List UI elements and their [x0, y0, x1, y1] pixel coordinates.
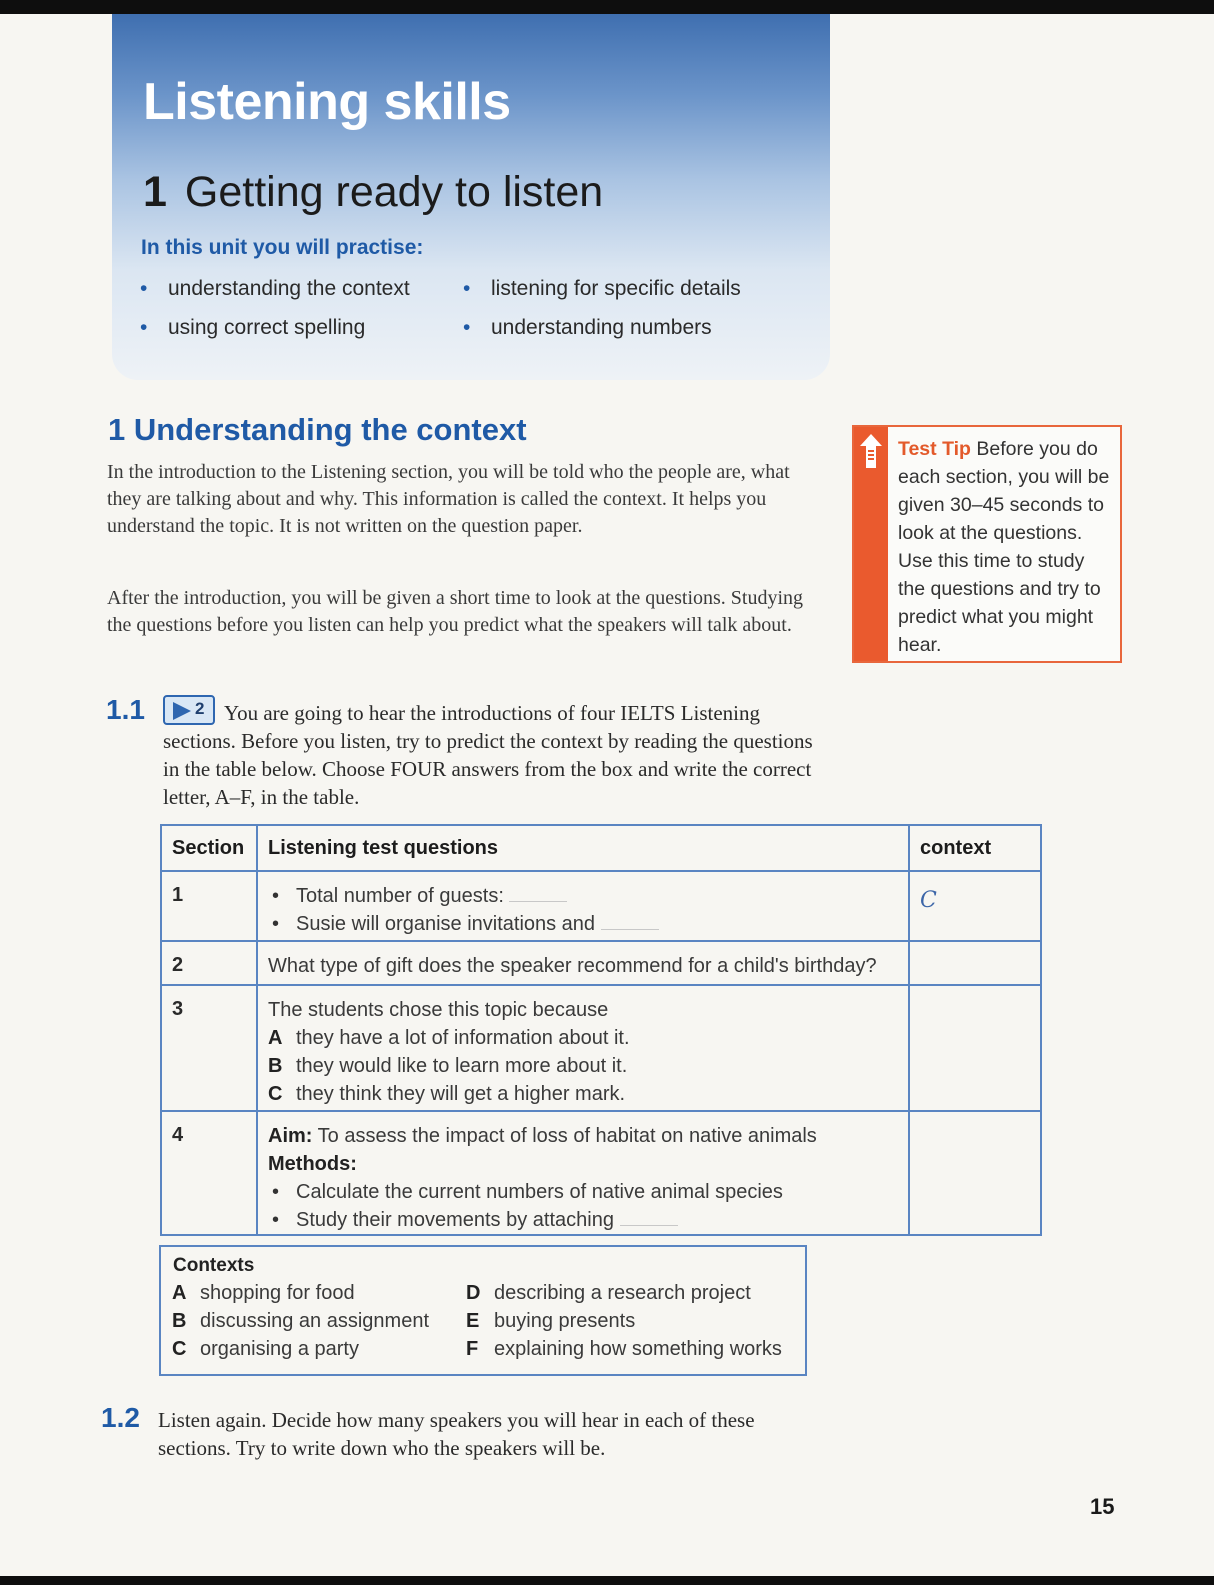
context-answer-field[interactable]	[909, 1111, 1041, 1235]
context-option: F explaining how something works	[466, 1338, 782, 1360]
practise-item: • listening for specific details	[463, 274, 741, 313]
question-bullet: • Total number of guests:	[268, 882, 898, 910]
tip-label: Test Tip	[898, 438, 971, 460]
context-answer-field[interactable]	[909, 941, 1041, 985]
handwritten-answer: C	[920, 888, 937, 913]
table-header-row	[161, 825, 1041, 871]
header-questions: Listening test questions	[257, 825, 909, 871]
header-context: context	[909, 825, 1041, 871]
unit-heading	[143, 168, 603, 217]
section-number: 4	[161, 1111, 257, 1235]
section-heading: 1 Understanding the context	[108, 412, 527, 447]
question-cell	[257, 1111, 909, 1235]
intro-paragraph: In the introduction to the Listening section, you will be told who the people are, what they are talking about and why. This information is called the context. It helps you understand the topic. It is not written on the question paper.	[107, 461, 790, 537]
context-option: B discussing an assignment	[172, 1310, 430, 1332]
question-bullet: • Susie will organise invitations and	[268, 910, 898, 938]
question-cell	[257, 871, 909, 941]
context-option: E buying presents	[466, 1310, 636, 1332]
option-row: B they would like to learn more about it.	[268, 1055, 628, 1077]
table-row	[161, 1111, 1041, 1235]
practise-list-right	[463, 274, 741, 352]
table-row	[161, 941, 1041, 985]
exercise-number: 1.2	[101, 1402, 140, 1433]
unit-number: 1	[143, 168, 167, 216]
question-bullets	[268, 1178, 898, 1234]
unit-title: Getting ready to listen	[184, 168, 604, 216]
exercise-instruction: Listen again. Decide how many speakers you will hear in each of these sections. Try to write down who the speakers will be.	[158, 1408, 755, 1460]
intro-paragraph: After the introduction, you will be given a short time to look at the questions. Studying the questions before you listen can help you predict what the speakers will talk about.	[107, 587, 804, 636]
context-answer-field[interactable]	[909, 871, 1041, 941]
header-section: Section	[161, 825, 257, 871]
up-arrow-icon	[859, 433, 883, 469]
question-bullets	[268, 882, 898, 938]
context-answer-field[interactable]	[909, 985, 1041, 1111]
practise-item: • understanding the context	[140, 274, 410, 313]
context-option: D describing a research project	[466, 1282, 751, 1304]
question-bullet: • Study their movements by attaching	[268, 1206, 898, 1234]
table-row	[161, 871, 1041, 941]
question-cell	[257, 985, 909, 1111]
option-row: A they have a lot of information about it.	[268, 1027, 630, 1049]
page-number: 15	[1090, 1494, 1115, 1519]
exercise-number: 1.1	[106, 694, 145, 725]
question-cell: What type of gift does the speaker recommend for a child's birthday?	[257, 941, 909, 985]
section-number: 3	[161, 985, 257, 1111]
option-row: C they think they will get a higher mark.	[268, 1083, 626, 1105]
practise-item: • using correct spelling	[140, 313, 410, 352]
contexts-list-left	[172, 1279, 429, 1363]
practise-item: • understanding numbers	[463, 313, 741, 352]
scan-edge-bottom	[0, 1576, 1214, 1585]
exercise-instruction: You are going to hear the introductions of four IELTS Listening sections. Before you listen, try to predict the context by reading the questions in the table below. Choose FOUR answers from the box and write the correct letter, A–F, in the table.	[163, 701, 813, 809]
question-stem: The students chose this topic because	[268, 999, 609, 1021]
section-number: 1	[161, 871, 257, 941]
scan-edge-top	[0, 0, 1214, 14]
methods-label: Methods:	[268, 1153, 357, 1175]
questions-table	[160, 824, 1042, 1236]
test-tip-box	[852, 425, 1122, 663]
track-number: 2	[195, 699, 205, 718]
contexts-box	[159, 1245, 807, 1376]
contexts-title: Contexts	[173, 1255, 255, 1276]
contexts-list-right	[466, 1279, 782, 1363]
section-number: 2	[161, 941, 257, 985]
table-row	[161, 985, 1041, 1111]
tip-text: Before you do each section, you will be given 30–45 seconds to look at the questions. Use this time to study the questions and try to predict what you might hear.	[898, 438, 1110, 656]
aim-line: Aim: To assess the impact of loss of habitat on native animals	[268, 1125, 817, 1147]
practise-label: In this unit you will practise:	[141, 236, 424, 259]
practise-list-left	[140, 274, 410, 352]
page-title: Listening skills	[143, 73, 511, 131]
tip-content	[898, 435, 1116, 659]
context-option: A shopping for food	[172, 1282, 355, 1304]
context-option: C organising a party	[172, 1338, 359, 1360]
question-bullet: • Calculate the current numbers of native animal species	[268, 1178, 898, 1206]
